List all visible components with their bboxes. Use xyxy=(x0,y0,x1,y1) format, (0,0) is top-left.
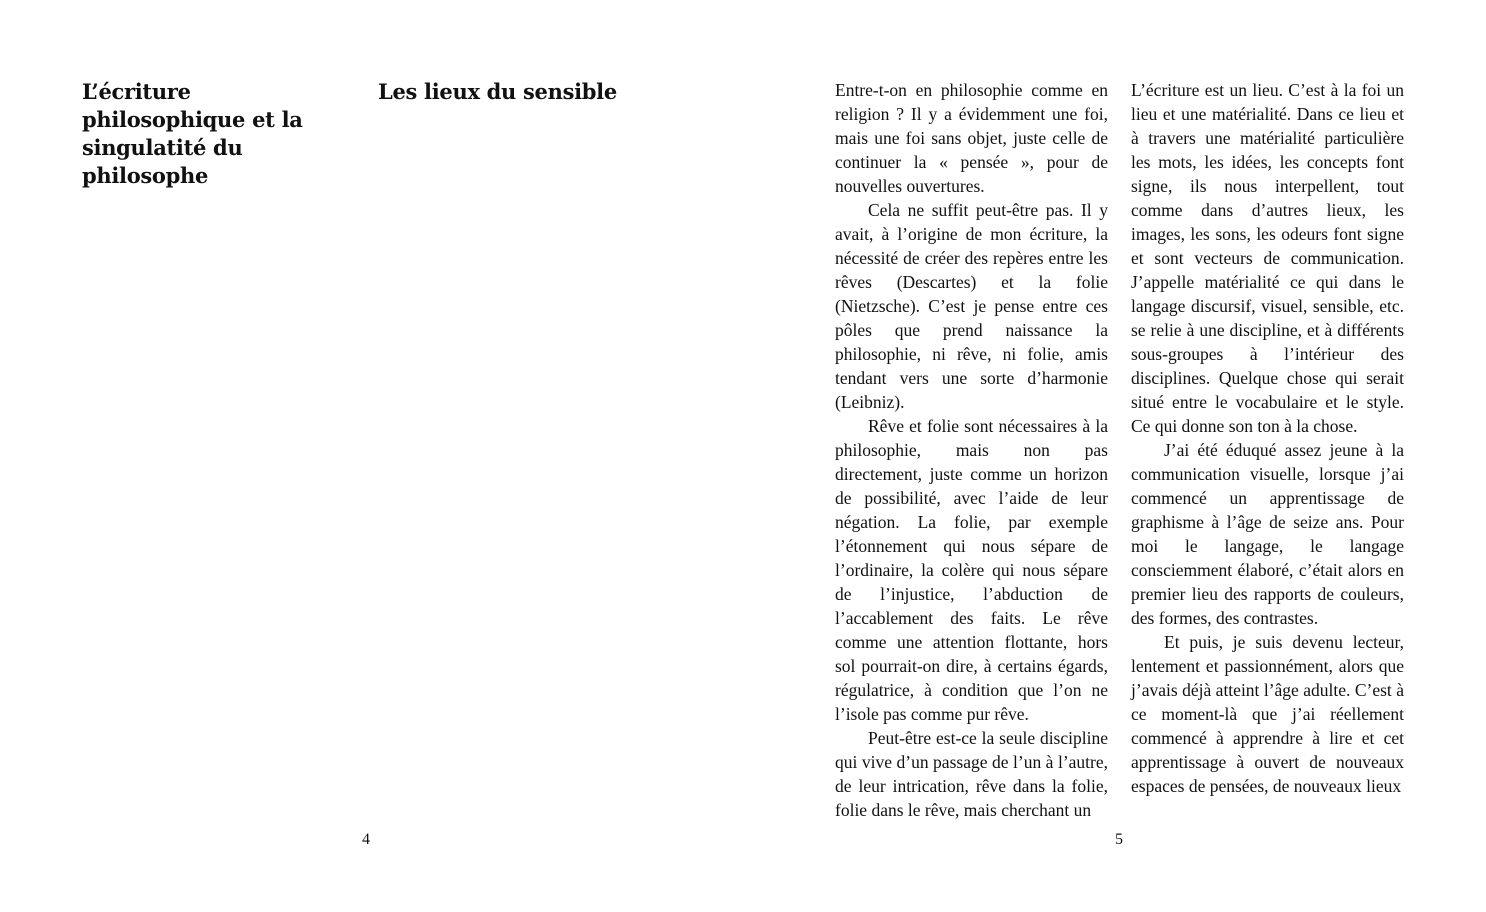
text-column-1 xyxy=(835,78,1108,822)
text-column-2 xyxy=(1131,78,1404,798)
paragraph: Entre-t-on en philosophie comme en religion ? Il y a évidemment une foi, mais une foi sans objet, juste celle de continuer la « pensée », pour de nouvelles ouvertures. xyxy=(835,80,1108,196)
paragraph: Rêve et folie sont nécessaires à la philosophie, mais non pas directement, juste comme un horizon de possibilité, avec l’aide de leur négation. La folie, par exemple l’étonnement qui nous sépare de l’ordinaire, la colère qui nous sépare de l’injustice, l’abduction de l’accablement des faits. Le rêve comme une attention flottante, hors sol pourrait-on dire, à certains égards, régulatrice, à condition que l’on ne l’isole pas comme pur rêve. xyxy=(835,416,1108,724)
page-number-left: 4 xyxy=(362,831,370,848)
paragraph: L’écriture est un lieu. C’est à la foi un lieu et une matérialité. Dans ce lieu et à travers une matérialité particulière les mots, les idées, les concepts font signe, ils nous interpellent, tout comme dans d’autres lieux, les images, les sons, les odeurs font signe et sont vecteurs de communication. J’appelle matérialité ce qui dans le langage discursif, visuel, sensible, etc. se relie à une discipline, et à différents sous-groupes à l’intérieur des disciplines. Quelque chose qui serait situé entre le vocabulaire et le style. Ce qui donne son ton à la chose. xyxy=(1131,80,1404,436)
paragraph: J’ai été éduqué assez jeune à la communication visuelle, lorsque j’ai commencé un apprentissage de graphisme à l’âge de seize ans. Pour moi le langage, le langage consciemment élaboré, c’était alors en premier lieu des rapports de couleurs, des formes, des contrastes. xyxy=(1131,440,1404,628)
paragraph: Peut-être est-ce la seule discipline qui vive d’un passage de l’un à l’autre, de leur intrication, rêve dans la folie, folie dans le rêve, mais cherchant un xyxy=(835,728,1108,820)
paragraph: Et puis, je suis devenu lecteur, lentement et passionnément, alors que j’avais déjà atteint l’âge adulte. C’est à ce moment-là que j’ai réellement commencé à apprendre à lire et cet apprentissage à ouvert de nouveaux espaces de pensées, de nouveaux lieux xyxy=(1131,632,1404,796)
page-number-right: 5 xyxy=(1115,831,1123,848)
chapter-title: Les lieux du sensible xyxy=(378,79,617,104)
paragraph: Cela ne suffit peut-être pas. Il y avait, à l’origine de mon écriture, la nécessité de créer des repères entre les rêves (Descartes) et la folie (Nietzsche). C’est je pense entre ces pôles que prend naissance la philosophie, ni rêve, ni folie, amis tendant vers une sorte d’harmonie (Leibniz). xyxy=(835,200,1108,412)
right-page xyxy=(743,0,1486,912)
book-title: L’écriture philosophique et la singulatité du philosophe xyxy=(82,79,303,188)
